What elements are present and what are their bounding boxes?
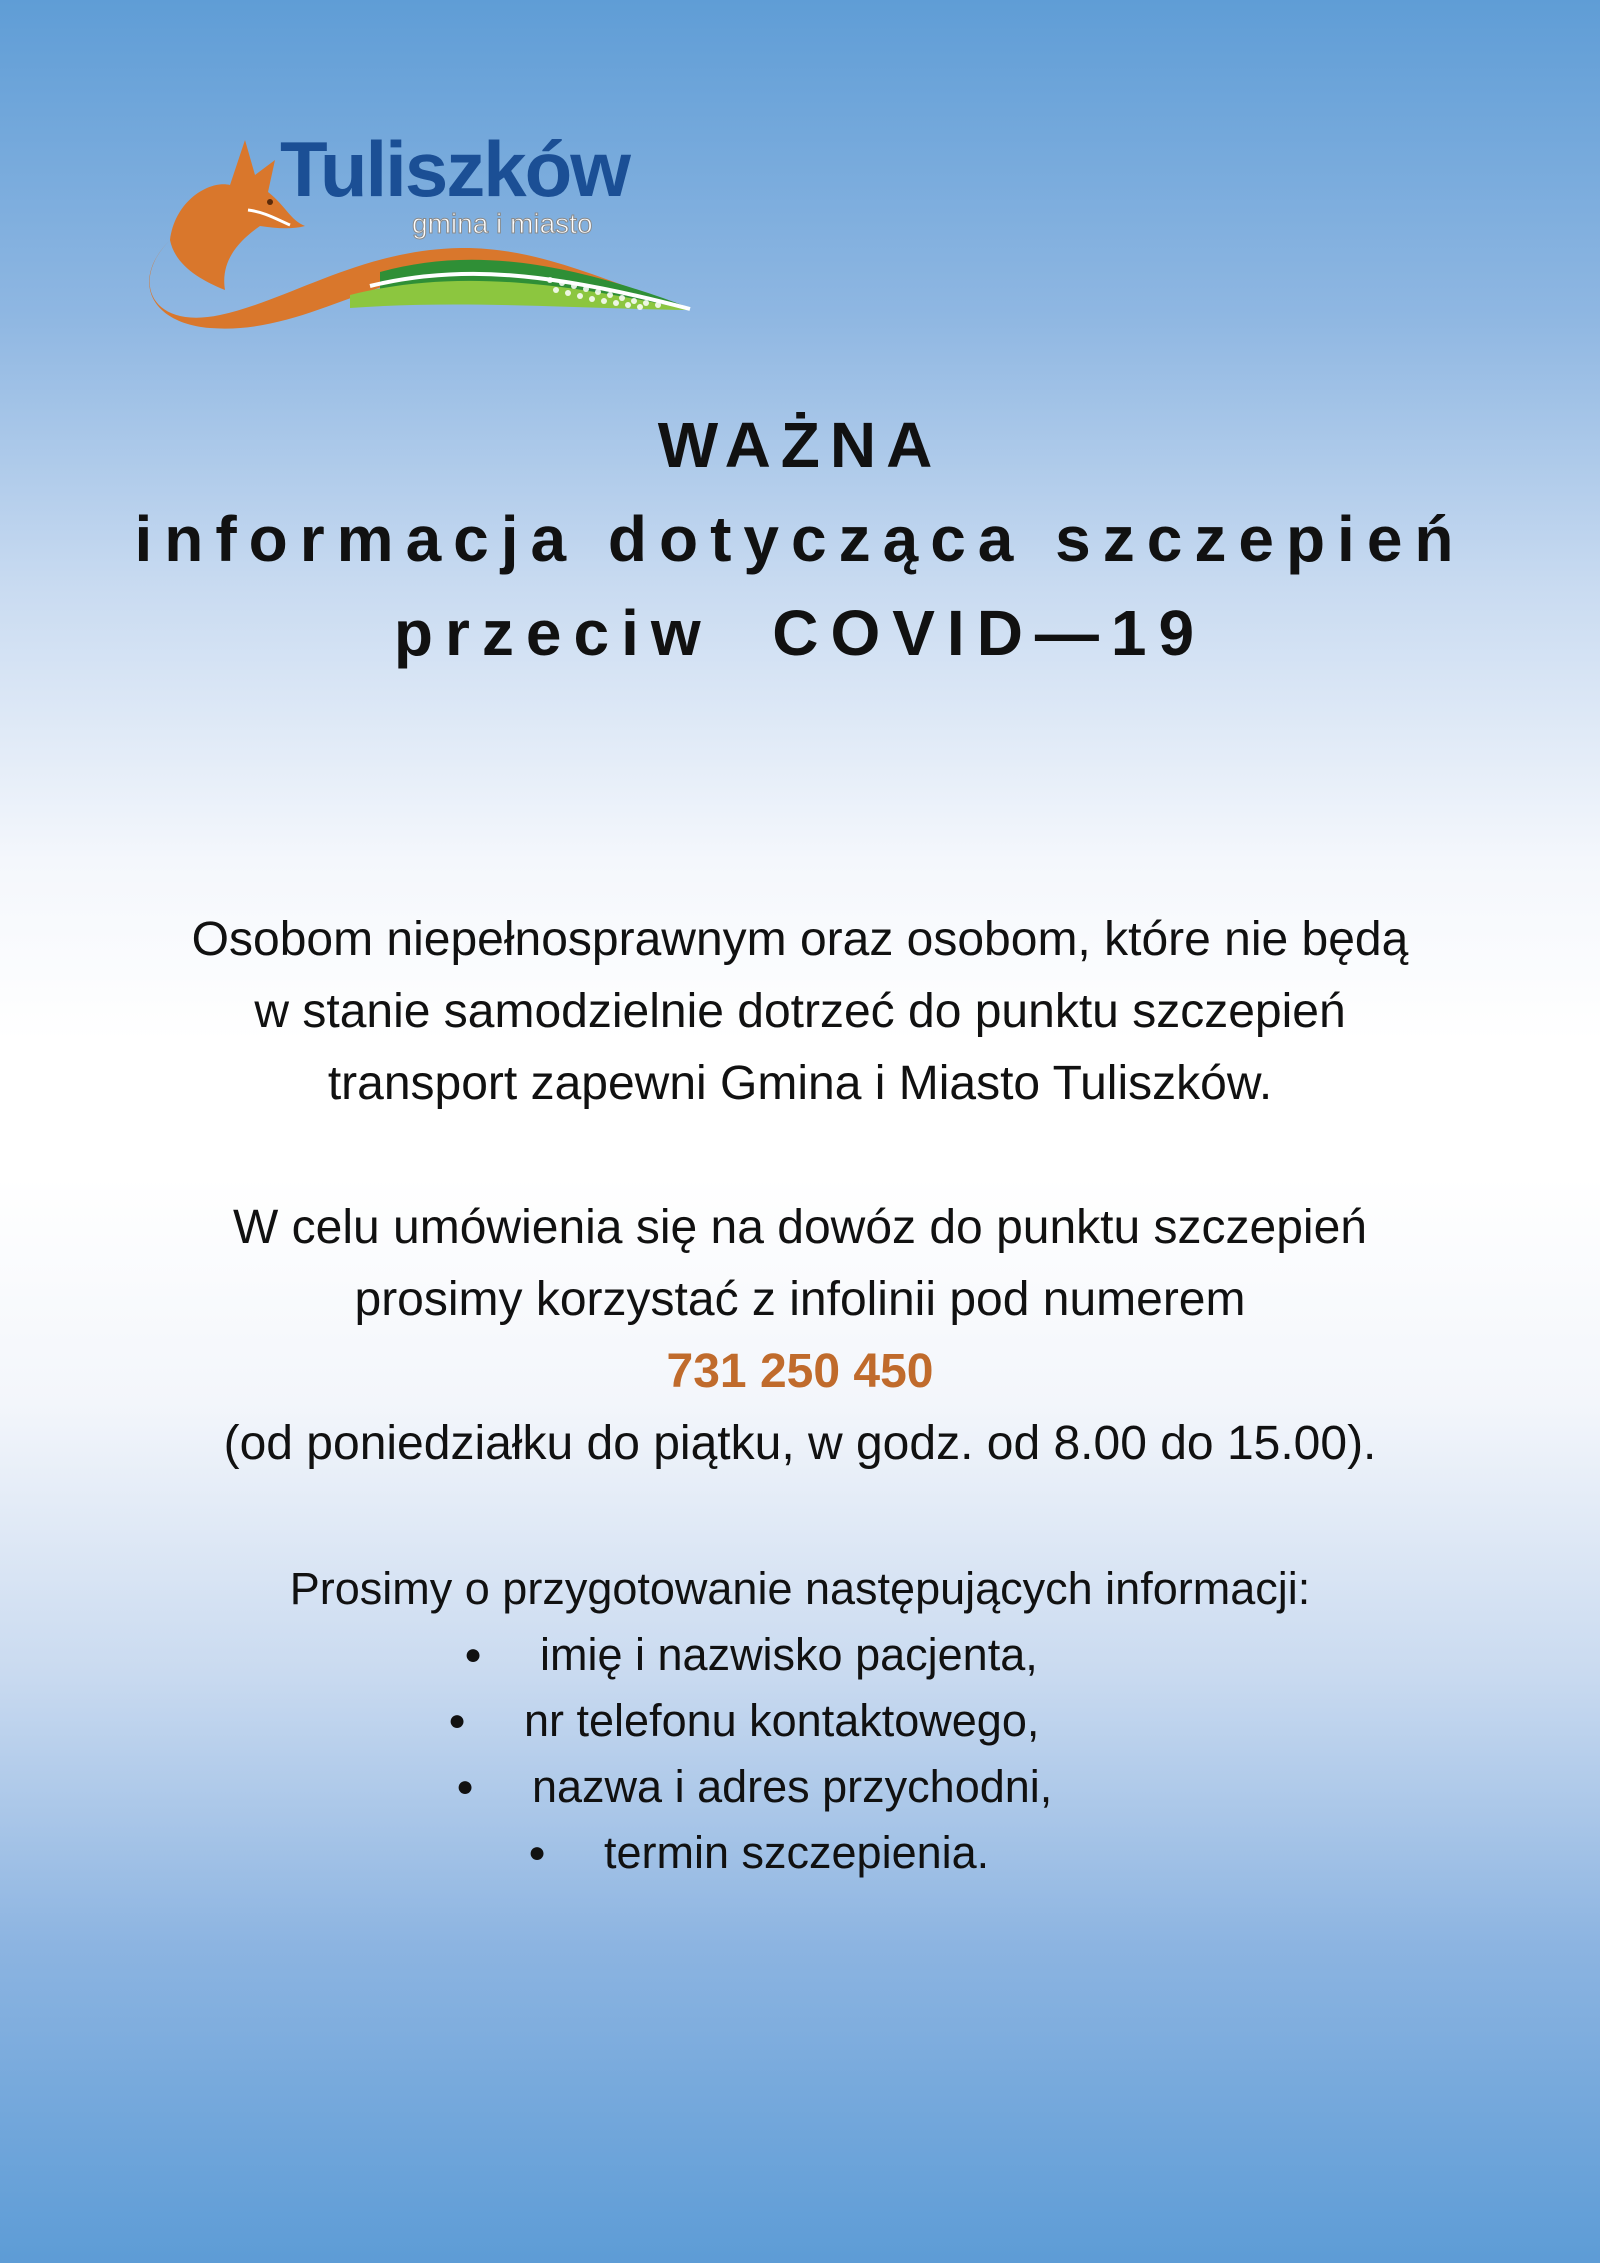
heading-line-2: informacja dotycząca szczepień bbox=[134, 503, 1466, 575]
heading-line-1: WAŻNA bbox=[657, 409, 943, 481]
paragraph-line: W celu umówienia się na dowóz do punktu szczepień bbox=[233, 1201, 1367, 1254]
paragraph-line: transport zapewni Gmina i Miasto Tuliszków. bbox=[327, 1057, 1273, 1110]
paragraph-line: w stanie samodzielnie dotrzeć do punktu szczepień bbox=[254, 985, 1346, 1038]
transport-paragraph bbox=[0, 904, 1600, 1120]
logo-subtitle: gmina i miasto bbox=[412, 208, 593, 239]
tuliszkow-logo bbox=[130, 125, 710, 330]
paragraph-line: Osobom niepełnosprawnym oraz osobom, które nie będą bbox=[191, 913, 1409, 966]
list-item bbox=[0, 1754, 1600, 1820]
list-item bbox=[0, 1688, 1600, 1754]
required-info-list bbox=[0, 1622, 1600, 1886]
infoline-paragraph bbox=[0, 1192, 1600, 1480]
paragraph-line: prosimy korzystać z infolinii pod numerem bbox=[354, 1273, 1246, 1326]
bullet-icon: ● bbox=[448, 1704, 467, 1737]
list-item bbox=[0, 1622, 1600, 1688]
office-hours: (od poniedziałku do piątku, w godz. od 8.00 do 15.00). bbox=[223, 1417, 1377, 1470]
list-item bbox=[0, 1820, 1600, 1886]
bullet-icon: ● bbox=[456, 1770, 475, 1803]
list-item-text: imię i nazwisko pacjenta, bbox=[540, 1629, 1038, 1680]
bullet-icon: ● bbox=[528, 1836, 547, 1869]
logo-title: Tuliszków bbox=[280, 125, 629, 213]
list-item-text: termin szczepienia. bbox=[604, 1827, 990, 1878]
list-item-text: nr telefonu kontaktowego, bbox=[524, 1695, 1040, 1746]
infoline-phone-number: 731 250 450 bbox=[666, 1345, 934, 1398]
list-item-text: nazwa i adres przychodni, bbox=[532, 1761, 1053, 1812]
heading-line-3: przeciw COVID—19 bbox=[393, 597, 1207, 669]
required-info-intro: Prosimy o przygotowanie następujących informacji: bbox=[289, 1563, 1311, 1614]
bullet-icon: ● bbox=[464, 1638, 483, 1671]
page-heading bbox=[0, 398, 1600, 680]
